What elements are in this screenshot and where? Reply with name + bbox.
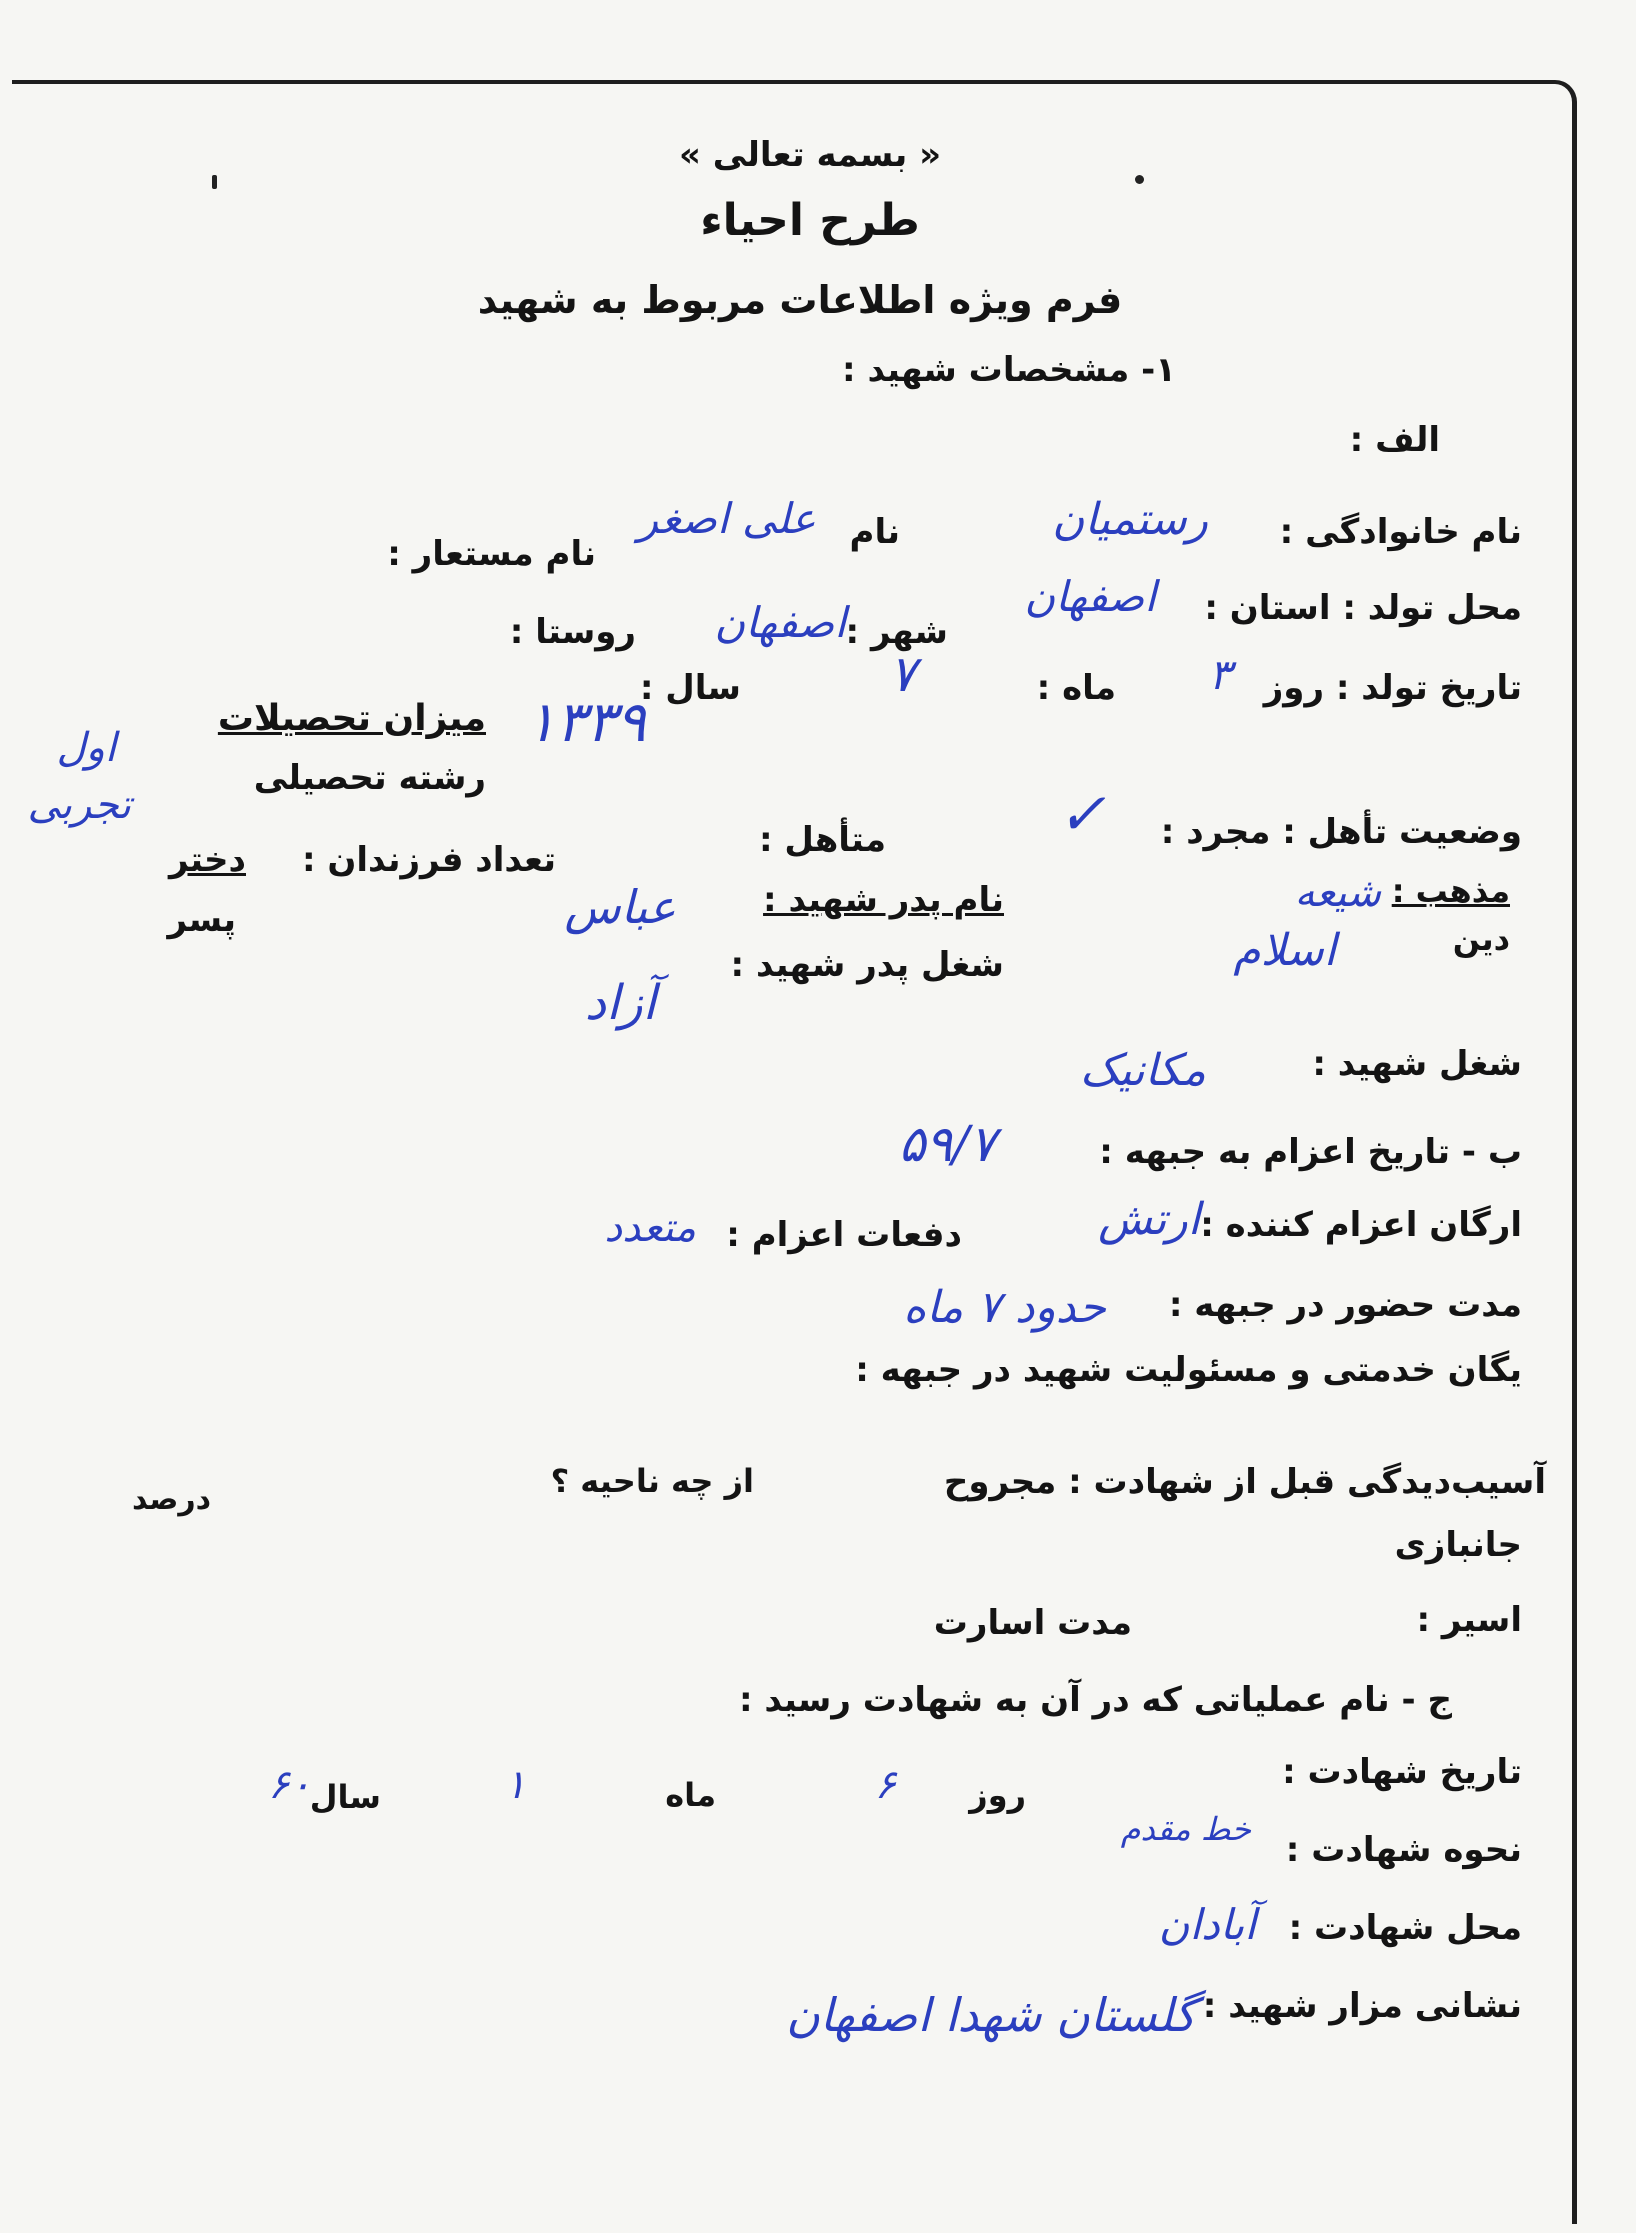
manner-value: خط مقدم xyxy=(1120,1810,1251,1848)
project-title: طرح احیاء xyxy=(700,195,920,246)
field-label: رشته تحصیلی xyxy=(253,758,486,798)
firstname-value: علی اصغر xyxy=(637,494,816,543)
city-label: شهر : xyxy=(845,612,948,652)
ink-speck xyxy=(212,175,217,189)
martyr-day-value: ۶ xyxy=(874,1762,896,1808)
martyr-day-label: روز xyxy=(969,1776,1026,1814)
place-value: آبادان xyxy=(1158,1900,1256,1949)
birth-day-value: ۳ xyxy=(1208,650,1231,699)
martyr-month-label: ماه xyxy=(665,1776,716,1814)
sect-label: مذهب : xyxy=(1391,872,1510,910)
alias-label: نام مستعار : xyxy=(387,534,596,574)
marital-single-mark: ✓ xyxy=(1057,780,1106,848)
org-label: ارگان اعزام کننده : xyxy=(1200,1205,1522,1245)
religion-value: اسلام xyxy=(1233,925,1336,976)
father-job-label: شغل پدر شهید : xyxy=(730,945,1004,985)
form-title: فرم ویژه اطلاعات مربوط به شهید xyxy=(477,278,1123,322)
month-label: ماه : xyxy=(1036,668,1116,708)
injury-area-label: از چه ناحیه ؟ xyxy=(550,1462,754,1500)
pow-duration-label: مدت اسارت xyxy=(933,1603,1132,1643)
dispatch-date-label: ب - تاریخ اعزام به جبهه : xyxy=(1099,1132,1522,1172)
martyr-year-label: سال xyxy=(309,1778,381,1816)
firstname-label: نام xyxy=(849,512,900,552)
children-label: تعداد فرزندان : xyxy=(301,840,556,880)
duration-value: حدود ۷ ماه xyxy=(903,1282,1106,1333)
education-level-value: اول xyxy=(56,725,116,771)
birthplace-city-value: اصفهان xyxy=(714,598,846,647)
birth-month-value: ۷ xyxy=(889,645,916,703)
marital-label: وضعیت تأهل : مجرد : xyxy=(1160,812,1522,852)
village-label: روستا : xyxy=(509,612,636,652)
part-a-label: الف : xyxy=(1349,420,1440,460)
times-value: متعدد xyxy=(604,1205,696,1251)
operation-label: ج - نام عملیاتی که در آن به شهادت رسید : xyxy=(738,1680,1452,1720)
martyr-date-label: تاریخ شهادت : xyxy=(1282,1752,1522,1792)
education-level-label: میزان تحصیلات xyxy=(217,698,486,739)
injury-label: آسیب‌دیدگی قبل از شهادت : مجروح xyxy=(943,1462,1546,1502)
duration-label: مدت حضور در جبهه : xyxy=(1168,1285,1522,1325)
pow-label: اسیر : xyxy=(1416,1600,1522,1640)
birthplace-label: محل تولد : استان : xyxy=(1204,588,1522,628)
married-label: متأهل : xyxy=(758,820,886,860)
son-label: پسر xyxy=(167,900,236,940)
dispatch-date-value: ۵۹/۷ xyxy=(898,1115,996,1173)
birthdate-label: تاریخ تولد : روز xyxy=(1263,668,1522,708)
manner-label: نحوه شهادت : xyxy=(1285,1830,1522,1870)
sect-value: شیعه xyxy=(1294,870,1381,916)
job-label: شغل شهید : xyxy=(1312,1044,1522,1084)
org-value: ارتش xyxy=(1098,1194,1200,1245)
veteran-label: جانبازی xyxy=(1394,1525,1522,1565)
father-name-value: عباس xyxy=(564,880,676,934)
field-value: تجربی xyxy=(27,782,131,828)
martyr-month-value: ۱ xyxy=(504,1762,526,1808)
daughter-label: دختر xyxy=(169,840,246,880)
percent-label: درصد xyxy=(132,1482,211,1517)
grave-value: گلستان شهدا اصفهان xyxy=(786,1988,1196,2042)
grave-label: نشانی مزار شهید : xyxy=(1202,1986,1522,2026)
birthplace-province-value: اصفهان xyxy=(1024,572,1156,621)
religion-label: دین xyxy=(1452,920,1510,958)
place-label: محل شهادت : xyxy=(1288,1908,1522,1948)
lastname-value: رستمیان xyxy=(1052,494,1208,545)
martyr-year-value: ۶۰ xyxy=(268,1762,311,1808)
unit-label: یگان خدمتی و مسئولیت شهید در جبهه : xyxy=(855,1350,1522,1390)
basmala: « بسمه تعالی » xyxy=(678,135,942,175)
job-value: مکانیک xyxy=(1079,1045,1206,1096)
lastname-label: نام خانوادگی : xyxy=(1279,512,1522,552)
year-label: سال : xyxy=(639,668,741,708)
ink-speck xyxy=(1135,175,1144,184)
times-label: دفعات اعزام : xyxy=(726,1215,962,1255)
birth-year-value: ۱۳۳۹ xyxy=(525,690,646,755)
section1-title: ۱- مشخصات شهید : xyxy=(842,350,1176,390)
father-job-value: آزاد xyxy=(584,975,656,1031)
father-name-label: نام پدر شهید : xyxy=(763,880,1004,920)
